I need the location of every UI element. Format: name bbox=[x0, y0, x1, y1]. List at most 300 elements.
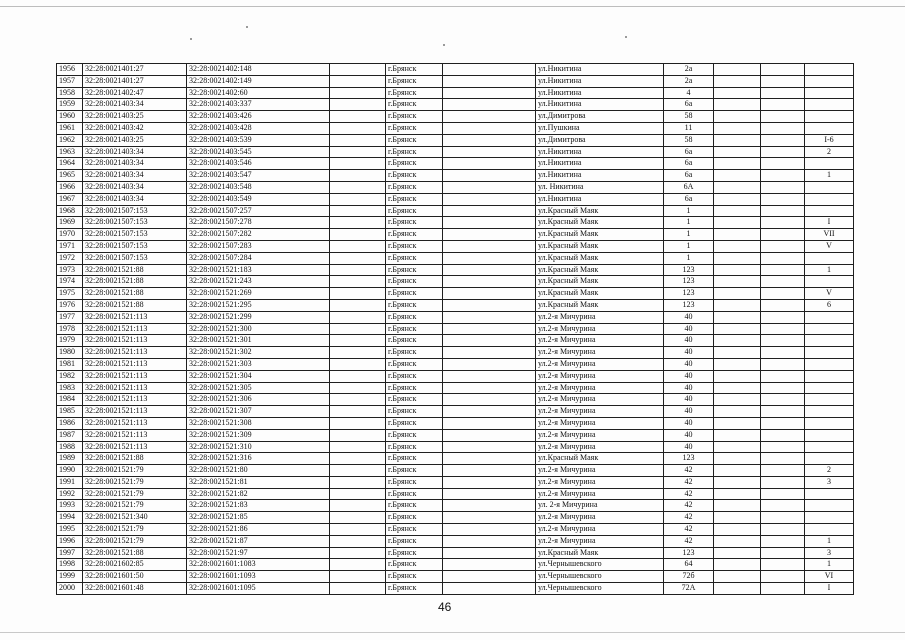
house-number-cell: 6а bbox=[664, 146, 714, 158]
blank-cell-b-cell bbox=[443, 394, 536, 406]
table-row bbox=[57, 358, 854, 370]
row-number-cell: 1991 bbox=[57, 476, 83, 488]
blank-cell-a-cell bbox=[330, 406, 386, 418]
blank-cell-a-cell bbox=[330, 122, 386, 134]
object-cadastral-number-cell: 32:28:0021521:97 bbox=[187, 547, 330, 559]
blank-cell-d-cell bbox=[761, 394, 805, 406]
blank-cell-a-cell bbox=[330, 382, 386, 394]
table-row bbox=[57, 547, 854, 559]
blank-cell-a-cell bbox=[330, 429, 386, 441]
locality-cell: г.Брянск bbox=[386, 122, 443, 134]
blank-cell-b-cell bbox=[443, 205, 536, 217]
blank-cell-a-cell bbox=[330, 158, 386, 170]
blank-cell-a-cell bbox=[330, 370, 386, 382]
land-cadastral-number-cell: 32:28:0021521:113 bbox=[83, 335, 187, 347]
blank-cell-d-cell bbox=[761, 264, 805, 276]
street-cell: ул.Никитина bbox=[536, 99, 664, 111]
house-number-cell: 40 bbox=[664, 382, 714, 394]
land-cadastral-number-cell: 32:28:0021507:153 bbox=[83, 229, 187, 241]
land-cadastral-number-cell: 32:28:0021521:79 bbox=[83, 535, 187, 547]
blank-cell-d-cell bbox=[761, 181, 805, 193]
house-number-cell: 123 bbox=[664, 264, 714, 276]
apartment-cell bbox=[805, 252, 854, 264]
land-cadastral-number-cell: 32:28:0021521:113 bbox=[83, 441, 187, 453]
blank-cell-b-cell bbox=[443, 465, 536, 477]
blank-cell-b-cell bbox=[443, 264, 536, 276]
street-cell: ул. 2-я Мичурина bbox=[536, 500, 664, 512]
land-cadastral-number-cell: 32:28:0021521:88 bbox=[83, 299, 187, 311]
blank-cell-b-cell bbox=[443, 158, 536, 170]
blank-cell-c-cell bbox=[714, 500, 761, 512]
blank-cell-d-cell bbox=[761, 406, 805, 418]
object-cadastral-number-cell: 32:28:0021521:87 bbox=[187, 535, 330, 547]
street-cell: ул.2-я Мичурина bbox=[536, 512, 664, 524]
apartment-cell bbox=[805, 394, 854, 406]
blank-cell-d-cell bbox=[761, 382, 805, 394]
apartment-cell bbox=[805, 429, 854, 441]
blank-cell-a-cell bbox=[330, 571, 386, 583]
blank-cell-d-cell bbox=[761, 217, 805, 229]
blank-cell-a-cell bbox=[330, 64, 386, 76]
apartment-cell bbox=[805, 122, 854, 134]
blank-cell-b-cell bbox=[443, 441, 536, 453]
street-cell: ул.2-я Мичурина bbox=[536, 347, 664, 359]
blank-cell-b-cell bbox=[443, 382, 536, 394]
land-cadastral-number-cell: 32:28:0021521:88 bbox=[83, 288, 187, 300]
street-cell: ул.Красный Маяк bbox=[536, 229, 664, 241]
row-number-cell: 1964 bbox=[57, 158, 83, 170]
object-cadastral-number-cell: 32:28:0021507:284 bbox=[187, 252, 330, 264]
blank-cell-b-cell bbox=[443, 111, 536, 123]
blank-cell-d-cell bbox=[761, 465, 805, 477]
table-row bbox=[57, 417, 854, 429]
house-number-cell: 40 bbox=[664, 358, 714, 370]
street-cell: ул.Чернышевского bbox=[536, 559, 664, 571]
row-number-cell: 1972 bbox=[57, 252, 83, 264]
table-row bbox=[57, 559, 854, 571]
house-number-cell: 42 bbox=[664, 500, 714, 512]
blank-cell-c-cell bbox=[714, 465, 761, 477]
land-cadastral-number-cell: 32:28:0021403:34 bbox=[83, 170, 187, 182]
land-cadastral-number-cell: 32:28:0021403:25 bbox=[83, 111, 187, 123]
blank-cell-c-cell bbox=[714, 240, 761, 252]
blank-cell-b-cell bbox=[443, 276, 536, 288]
blank-cell-a-cell bbox=[330, 193, 386, 205]
land-cadastral-number-cell: 32:28:0021403:34 bbox=[83, 146, 187, 158]
house-number-cell: 40 bbox=[664, 406, 714, 418]
land-cadastral-number-cell: 32:28:0021521:113 bbox=[83, 394, 187, 406]
row-number-cell: 1996 bbox=[57, 535, 83, 547]
blank-cell-b-cell bbox=[443, 311, 536, 323]
blank-cell-c-cell bbox=[714, 252, 761, 264]
blank-cell-c-cell bbox=[714, 547, 761, 559]
blank-cell-b-cell bbox=[443, 299, 536, 311]
row-number-cell: 1957 bbox=[57, 75, 83, 87]
row-number-cell: 1988 bbox=[57, 441, 83, 453]
row-number-cell: 1973 bbox=[57, 264, 83, 276]
blank-cell-d-cell bbox=[761, 323, 805, 335]
house-number-cell: 40 bbox=[664, 347, 714, 359]
object-cadastral-number-cell: 32:28:0021521:305 bbox=[187, 382, 330, 394]
blank-cell-b-cell bbox=[443, 217, 536, 229]
blank-cell-b-cell bbox=[443, 547, 536, 559]
row-number-cell: 1995 bbox=[57, 524, 83, 536]
apartment-cell bbox=[805, 441, 854, 453]
land-cadastral-number-cell: 32:28:0021602:85 bbox=[83, 559, 187, 571]
apartment-cell bbox=[805, 276, 854, 288]
bottom-scan-edge bbox=[0, 632, 905, 633]
blank-cell-a-cell bbox=[330, 111, 386, 123]
house-number-cell: 58 bbox=[664, 134, 714, 146]
blank-cell-a-cell bbox=[330, 217, 386, 229]
house-number-cell: 40 bbox=[664, 417, 714, 429]
table-row bbox=[57, 524, 854, 536]
table-row bbox=[57, 583, 854, 595]
apartment-cell bbox=[805, 500, 854, 512]
table-row bbox=[57, 75, 854, 87]
land-cadastral-number-cell: 32:28:0021521:113 bbox=[83, 429, 187, 441]
object-cadastral-number-cell: 32:28:0021403:547 bbox=[187, 170, 330, 182]
row-number-cell: 1962 bbox=[57, 134, 83, 146]
blank-cell-c-cell bbox=[714, 524, 761, 536]
table-row bbox=[57, 311, 854, 323]
table-row bbox=[57, 299, 854, 311]
object-cadastral-number-cell: 32:28:0021521:86 bbox=[187, 524, 330, 536]
blank-cell-d-cell bbox=[761, 476, 805, 488]
house-number-cell: 1 bbox=[664, 252, 714, 264]
apartment-cell bbox=[805, 99, 854, 111]
blank-cell-b-cell bbox=[443, 75, 536, 87]
blank-cell-c-cell bbox=[714, 146, 761, 158]
row-number-cell: 1997 bbox=[57, 547, 83, 559]
apartment-cell: VI bbox=[805, 571, 854, 583]
land-cadastral-number-cell: 32:28:0021521:79 bbox=[83, 488, 187, 500]
locality-cell: г.Брянск bbox=[386, 87, 443, 99]
blank-cell-b-cell bbox=[443, 99, 536, 111]
table-row bbox=[57, 264, 854, 276]
object-cadastral-number-cell: 32:28:0021403:428 bbox=[187, 122, 330, 134]
locality-cell: г.Брянск bbox=[386, 512, 443, 524]
locality-cell: г.Брянск bbox=[386, 170, 443, 182]
blank-cell-b-cell bbox=[443, 370, 536, 382]
house-number-cell: 1 bbox=[664, 205, 714, 217]
blank-cell-b-cell bbox=[443, 146, 536, 158]
table-row bbox=[57, 465, 854, 477]
page-number: 46 bbox=[438, 600, 452, 614]
apartment-cell bbox=[805, 370, 854, 382]
land-cadastral-number-cell: 32:28:0021403:42 bbox=[83, 122, 187, 134]
street-cell: ул.Пушкина bbox=[536, 122, 664, 134]
land-cadastral-number-cell: 32:28:0021507:153 bbox=[83, 217, 187, 229]
locality-cell: г.Брянск bbox=[386, 299, 443, 311]
blank-cell-c-cell bbox=[714, 512, 761, 524]
apartment-cell bbox=[805, 382, 854, 394]
house-number-cell: 123 bbox=[664, 276, 714, 288]
object-cadastral-number-cell: 32:28:0021521:300 bbox=[187, 323, 330, 335]
row-number-cell: 1958 bbox=[57, 87, 83, 99]
street-cell: ул.Никитина bbox=[536, 75, 664, 87]
house-number-cell: 6а bbox=[664, 170, 714, 182]
row-number-cell: 1974 bbox=[57, 276, 83, 288]
blank-cell-a-cell bbox=[330, 347, 386, 359]
object-cadastral-number-cell: 32:28:0021601:1083 bbox=[187, 559, 330, 571]
apartment-cell bbox=[805, 512, 854, 524]
house-number-cell: 40 bbox=[664, 335, 714, 347]
blank-cell-a-cell bbox=[330, 583, 386, 595]
apartment-cell: V bbox=[805, 288, 854, 300]
blank-cell-c-cell bbox=[714, 158, 761, 170]
locality-cell: г.Брянск bbox=[386, 476, 443, 488]
blank-cell-c-cell bbox=[714, 217, 761, 229]
blank-cell-c-cell bbox=[714, 205, 761, 217]
blank-cell-c-cell bbox=[714, 335, 761, 347]
street-cell: ул.Красный Маяк bbox=[536, 276, 664, 288]
blank-cell-c-cell bbox=[714, 370, 761, 382]
house-number-cell: 42 bbox=[664, 535, 714, 547]
row-number-cell: 1970 bbox=[57, 229, 83, 241]
blank-cell-c-cell bbox=[714, 347, 761, 359]
blank-cell-a-cell bbox=[330, 453, 386, 465]
land-cadastral-number-cell: 32:28:0021507:153 bbox=[83, 252, 187, 264]
apartment-cell bbox=[805, 311, 854, 323]
blank-cell-a-cell bbox=[330, 335, 386, 347]
table-row bbox=[57, 229, 854, 241]
locality-cell: г.Брянск bbox=[386, 111, 443, 123]
blank-cell-d-cell bbox=[761, 205, 805, 217]
house-number-cell: 72А bbox=[664, 583, 714, 595]
street-cell: ул.Никитина bbox=[536, 170, 664, 182]
street-cell: ул.Красный Маяк bbox=[536, 547, 664, 559]
house-number-cell: 42 bbox=[664, 512, 714, 524]
blank-cell-c-cell bbox=[714, 87, 761, 99]
row-number-cell: 1968 bbox=[57, 205, 83, 217]
object-cadastral-number-cell: 32:28:0021521:302 bbox=[187, 347, 330, 359]
blank-cell-d-cell bbox=[761, 488, 805, 500]
locality-cell: г.Брянск bbox=[386, 264, 443, 276]
locality-cell: г.Брянск bbox=[386, 347, 443, 359]
apartment-cell bbox=[805, 453, 854, 465]
blank-cell-a-cell bbox=[330, 87, 386, 99]
street-cell: ул.Красный Маяк bbox=[536, 217, 664, 229]
street-cell: ул.2-я Мичурина bbox=[536, 441, 664, 453]
street-cell: ул.2-я Мичурина bbox=[536, 476, 664, 488]
object-cadastral-number-cell: 32:28:0021521:295 bbox=[187, 299, 330, 311]
blank-cell-d-cell bbox=[761, 288, 805, 300]
locality-cell: г.Брянск bbox=[386, 229, 443, 241]
table-row bbox=[57, 134, 854, 146]
street-cell: ул.2-я Мичурина bbox=[536, 358, 664, 370]
blank-cell-b-cell bbox=[443, 559, 536, 571]
street-cell: ул. Никитина bbox=[536, 181, 664, 193]
row-number-cell: 1992 bbox=[57, 488, 83, 500]
blank-cell-b-cell bbox=[443, 335, 536, 347]
blank-cell-a-cell bbox=[330, 358, 386, 370]
house-number-cell: 42 bbox=[664, 476, 714, 488]
locality-cell: г.Брянск bbox=[386, 465, 443, 477]
house-number-cell: 72б bbox=[664, 571, 714, 583]
blank-cell-d-cell bbox=[761, 500, 805, 512]
locality-cell: г.Брянск bbox=[386, 146, 443, 158]
blank-cell-d-cell bbox=[761, 453, 805, 465]
land-cadastral-number-cell: 32:28:0021521:113 bbox=[83, 323, 187, 335]
blank-cell-c-cell bbox=[714, 229, 761, 241]
object-cadastral-number-cell: 32:28:0021521:307 bbox=[187, 406, 330, 418]
locality-cell: г.Брянск bbox=[386, 64, 443, 76]
street-cell: ул.Димитрова bbox=[536, 134, 664, 146]
object-cadastral-number-cell: 32:28:0021507:283 bbox=[187, 240, 330, 252]
house-number-cell: 1 bbox=[664, 217, 714, 229]
locality-cell: г.Брянск bbox=[386, 370, 443, 382]
blank-cell-a-cell bbox=[330, 170, 386, 182]
land-cadastral-number-cell: 32:28:0021521:113 bbox=[83, 358, 187, 370]
land-cadastral-number-cell: 32:28:0021403:25 bbox=[83, 134, 187, 146]
apartment-cell: 2 bbox=[805, 465, 854, 477]
house-number-cell: 40 bbox=[664, 323, 714, 335]
street-cell: ул.Никитина bbox=[536, 158, 664, 170]
apartment-cell bbox=[805, 75, 854, 87]
apartment-cell: 1 bbox=[805, 559, 854, 571]
apartment-cell bbox=[805, 406, 854, 418]
object-cadastral-number-cell: 32:28:0021521:85 bbox=[187, 512, 330, 524]
blank-cell-d-cell bbox=[761, 240, 805, 252]
house-number-cell: 6А bbox=[664, 181, 714, 193]
blank-cell-b-cell bbox=[443, 476, 536, 488]
blank-cell-d-cell bbox=[761, 146, 805, 158]
row-number-cell: 2000 bbox=[57, 583, 83, 595]
locality-cell: г.Брянск bbox=[386, 488, 443, 500]
table-row bbox=[57, 429, 854, 441]
object-cadastral-number-cell: 32:28:0021507:278 bbox=[187, 217, 330, 229]
street-cell: ул.Димитрова bbox=[536, 111, 664, 123]
row-number-cell: 1983 bbox=[57, 382, 83, 394]
land-cadastral-number-cell: 32:28:0021521:79 bbox=[83, 476, 187, 488]
blank-cell-b-cell bbox=[443, 347, 536, 359]
blank-cell-d-cell bbox=[761, 335, 805, 347]
locality-cell: г.Брянск bbox=[386, 99, 443, 111]
object-cadastral-number-cell: 32:28:0021403:426 bbox=[187, 111, 330, 123]
row-number-cell: 1987 bbox=[57, 429, 83, 441]
blank-cell-a-cell bbox=[330, 500, 386, 512]
land-cadastral-number-cell: 32:28:0021401:27 bbox=[83, 75, 187, 87]
street-cell: ул.2-я Мичурина bbox=[536, 429, 664, 441]
locality-cell: г.Брянск bbox=[386, 252, 443, 264]
blank-cell-c-cell bbox=[714, 453, 761, 465]
blank-cell-a-cell bbox=[330, 134, 386, 146]
blank-cell-c-cell bbox=[714, 111, 761, 123]
object-cadastral-number-cell: 32:28:0021403:546 bbox=[187, 158, 330, 170]
blank-cell-a-cell bbox=[330, 264, 386, 276]
row-number-cell: 1965 bbox=[57, 170, 83, 182]
table-row bbox=[57, 453, 854, 465]
locality-cell: г.Брянск bbox=[386, 417, 443, 429]
land-cadastral-number-cell: 32:28:0021403:34 bbox=[83, 193, 187, 205]
locality-cell: г.Брянск bbox=[386, 158, 443, 170]
land-cadastral-number-cell: 32:28:0021521:113 bbox=[83, 370, 187, 382]
row-number-cell: 1981 bbox=[57, 358, 83, 370]
blank-cell-c-cell bbox=[714, 181, 761, 193]
locality-cell: г.Брянск bbox=[386, 193, 443, 205]
blank-cell-b-cell bbox=[443, 524, 536, 536]
blank-cell-c-cell bbox=[714, 99, 761, 111]
blank-cell-d-cell bbox=[761, 111, 805, 123]
table-row bbox=[57, 406, 854, 418]
blank-cell-c-cell bbox=[714, 264, 761, 276]
object-cadastral-number-cell: 32:28:0021402:148 bbox=[187, 64, 330, 76]
blank-cell-d-cell bbox=[761, 122, 805, 134]
street-cell: ул.Красный Маяк bbox=[536, 288, 664, 300]
object-cadastral-number-cell: 32:28:0021601:1095 bbox=[187, 583, 330, 595]
house-number-cell: 2а bbox=[664, 64, 714, 76]
house-number-cell: 42 bbox=[664, 465, 714, 477]
land-cadastral-number-cell: 32:28:0021507:153 bbox=[83, 240, 187, 252]
locality-cell: г.Брянск bbox=[386, 181, 443, 193]
apartment-cell bbox=[805, 111, 854, 123]
land-cadastral-number-cell: 32:28:0021601:48 bbox=[83, 583, 187, 595]
object-cadastral-number-cell: 32:28:0021521:81 bbox=[187, 476, 330, 488]
blank-cell-a-cell bbox=[330, 205, 386, 217]
blank-cell-a-cell bbox=[330, 252, 386, 264]
object-cadastral-number-cell: 32:28:0021521:304 bbox=[187, 370, 330, 382]
locality-cell: г.Брянск bbox=[386, 134, 443, 146]
blank-cell-d-cell bbox=[761, 547, 805, 559]
land-cadastral-number-cell: 32:28:0021521:113 bbox=[83, 347, 187, 359]
row-number-cell: 1967 bbox=[57, 193, 83, 205]
row-number-cell: 1989 bbox=[57, 453, 83, 465]
land-cadastral-number-cell: 32:28:0021521:340 bbox=[83, 512, 187, 524]
street-cell: ул.2-я Мичурина bbox=[536, 406, 664, 418]
object-cadastral-number-cell: 32:28:0021521:306 bbox=[187, 394, 330, 406]
blank-cell-c-cell bbox=[714, 429, 761, 441]
table-row bbox=[57, 370, 854, 382]
scan-speck bbox=[443, 44, 445, 46]
apartment-cell bbox=[805, 158, 854, 170]
object-cadastral-number-cell: 32:28:0021507:282 bbox=[187, 229, 330, 241]
object-cadastral-number-cell: 32:28:0021403:539 bbox=[187, 134, 330, 146]
blank-cell-d-cell bbox=[761, 299, 805, 311]
blank-cell-a-cell bbox=[330, 229, 386, 241]
table-row bbox=[57, 441, 854, 453]
table-row bbox=[57, 111, 854, 123]
table-row bbox=[57, 288, 854, 300]
blank-cell-b-cell bbox=[443, 252, 536, 264]
register-table bbox=[56, 63, 854, 595]
blank-cell-b-cell bbox=[443, 417, 536, 429]
object-cadastral-number-cell: 32:28:0021521:308 bbox=[187, 417, 330, 429]
apartment-cell bbox=[805, 358, 854, 370]
object-cadastral-number-cell: 32:28:0021507:257 bbox=[187, 205, 330, 217]
locality-cell: г.Брянск bbox=[386, 394, 443, 406]
blank-cell-a-cell bbox=[330, 181, 386, 193]
blank-cell-c-cell bbox=[714, 193, 761, 205]
land-cadastral-number-cell: 32:28:0021521:79 bbox=[83, 524, 187, 536]
blank-cell-a-cell bbox=[330, 299, 386, 311]
locality-cell: г.Брянск bbox=[386, 559, 443, 571]
blank-cell-a-cell bbox=[330, 394, 386, 406]
row-number-cell: 1999 bbox=[57, 571, 83, 583]
object-cadastral-number-cell: 32:28:0021601:1093 bbox=[187, 571, 330, 583]
house-number-cell: 1 bbox=[664, 240, 714, 252]
object-cadastral-number-cell: 32:28:0021521:299 bbox=[187, 311, 330, 323]
blank-cell-d-cell bbox=[761, 358, 805, 370]
land-cadastral-number-cell: 32:28:0021521:88 bbox=[83, 276, 187, 288]
house-number-cell: 4 bbox=[664, 87, 714, 99]
apartment-cell: 1 bbox=[805, 535, 854, 547]
blank-cell-c-cell bbox=[714, 441, 761, 453]
blank-cell-c-cell bbox=[714, 276, 761, 288]
apartment-cell: V bbox=[805, 240, 854, 252]
object-cadastral-number-cell: 32:28:0021402:60 bbox=[187, 87, 330, 99]
row-number-cell: 1956 bbox=[57, 64, 83, 76]
